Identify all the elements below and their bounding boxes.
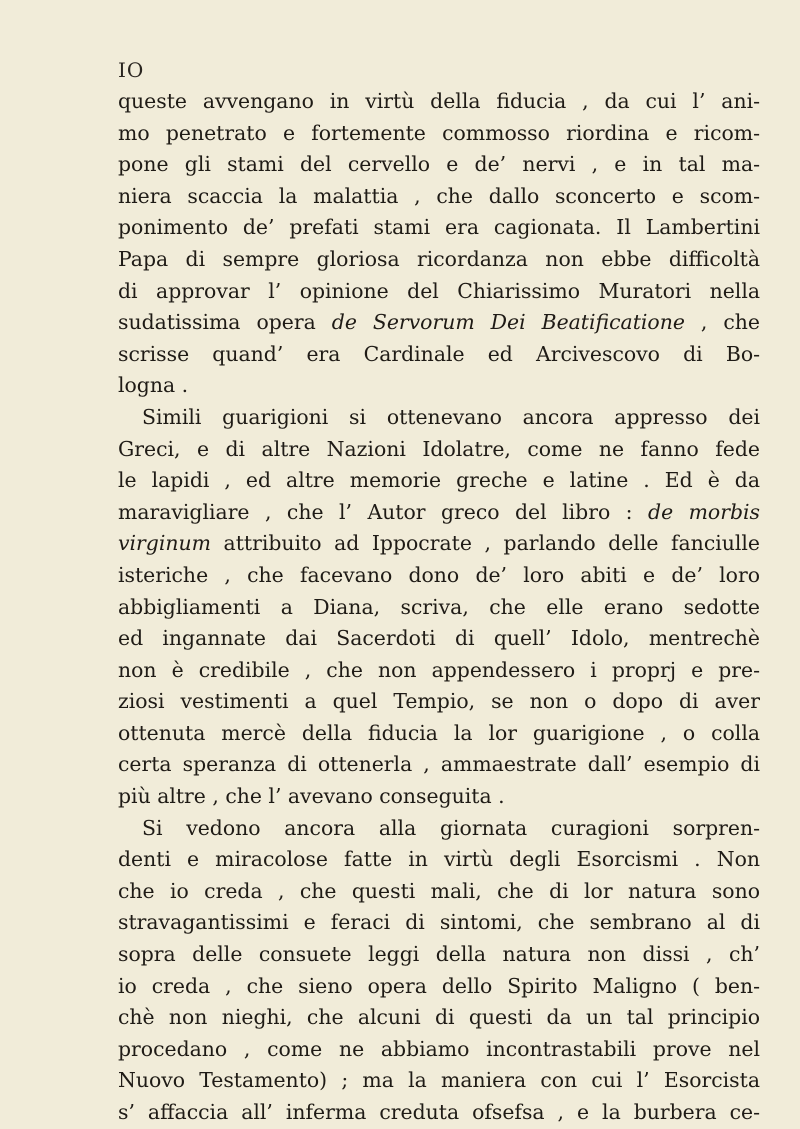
text-line: abbigliamenti a Diana, scriva, che elle erano sedotte [118, 594, 760, 619]
text-line: più altre , che l’ avevano conseguita . [118, 784, 505, 809]
text-segment: maravigliare , che l’ Autor greco del libro : [118, 499, 649, 524]
text-line: ziosi vestimenti a quel Tempio, se non o dopo di aver [118, 689, 760, 714]
text-segment: sudatissima opera [118, 310, 332, 335]
italic-title: virginum [118, 531, 211, 556]
text-line: Si vedono ancora alla giornata curagioni sorpren- [142, 815, 760, 840]
text-line: io creda , che sieno opera dello Spirito Maligno ( ben- [118, 973, 760, 998]
italic-title: de Servorum Dei Beatificatione [331, 310, 685, 335]
text-line: Nuovo Testamento) ; ma la maniera con cui l’ Esorcista [118, 1068, 760, 1093]
text-line: queste avvengano in virtù della fiducia , da cui l’ ani- [118, 89, 760, 113]
text-line: scrisse quand’ era Cardinale ed Arcivescovo di Bo- [118, 341, 760, 366]
text-line: denti e miracolose fatte in virtù degli Esorcismi . Non [118, 847, 760, 872]
text-line: s’ affaccia all’ inferma creduta ofsefsa , e la burbera ce- [118, 1100, 760, 1124]
text-line: procedano , come ne abbiamo incontrastabili prove nel [118, 1036, 760, 1061]
text-line: stravagantissimi e feraci di sintomi, che sembrano al di [118, 910, 760, 935]
text-line: Papa di sempre gloriosa ricordanza non ebbe difficoltà [118, 246, 760, 271]
text-line: ottenuta mercè della fiducia la lor guarigione , o colla [118, 720, 760, 745]
text-line [118, 307, 760, 339]
text-line: Simili guarigioni si ottenevano ancora appresso dei [142, 404, 760, 429]
text-line: di approvar l’ opinione del Chiarissimo Muratori nella [118, 278, 760, 303]
text-line [118, 497, 760, 529]
text-line: non è credibile , che non appendessero i proprj e pre- [118, 657, 760, 682]
text-line: sopra delle consuete leggi della natura non dissi , ch’ [118, 942, 760, 967]
text-segment: , che [684, 310, 760, 335]
text-line: pone gli stami del cervello e de’ nervi , e in tal ma- [118, 152, 760, 177]
text-line: Greci, e di altre Nazioni Idolatre, come ne fanno fede [118, 436, 760, 461]
text-line [118, 528, 760, 560]
text-line: ed ingannate dai Sacerdoti di quell’ Idolo, mentrechè [118, 626, 760, 651]
text-line: mo penetrato e fortemente commosso riordina e ricom- [118, 120, 760, 145]
italic-title: de morbis [648, 499, 760, 524]
text-segment: attribuito ad Ippocrate , parlando delle fanciulle [210, 531, 760, 556]
text-line: chè non nieghi, che alcuni di questi da un tal principio [118, 1005, 760, 1030]
text-line: isteriche , che facevano dono de’ loro abiti e de’ loro [118, 562, 760, 587]
text-line: certa speranza di ottenerla , ammaestrate dall’ esempio di [118, 752, 760, 777]
text-line: niera scaccia la malattia , che dallo sconcerto e scom- [118, 183, 760, 208]
text-line: logna . [118, 373, 189, 398]
text-line: le lapidi , ed altre memorie greche e latine . Ed è da [118, 468, 760, 493]
page-number: IO [118, 58, 145, 82]
text-line: ponimento de’ prefati stami era cagionata. Il Lambertini [118, 215, 760, 240]
body-text [118, 86, 760, 1129]
text-line: che io creda , che questi mali, che di lor natura sono [118, 878, 760, 903]
